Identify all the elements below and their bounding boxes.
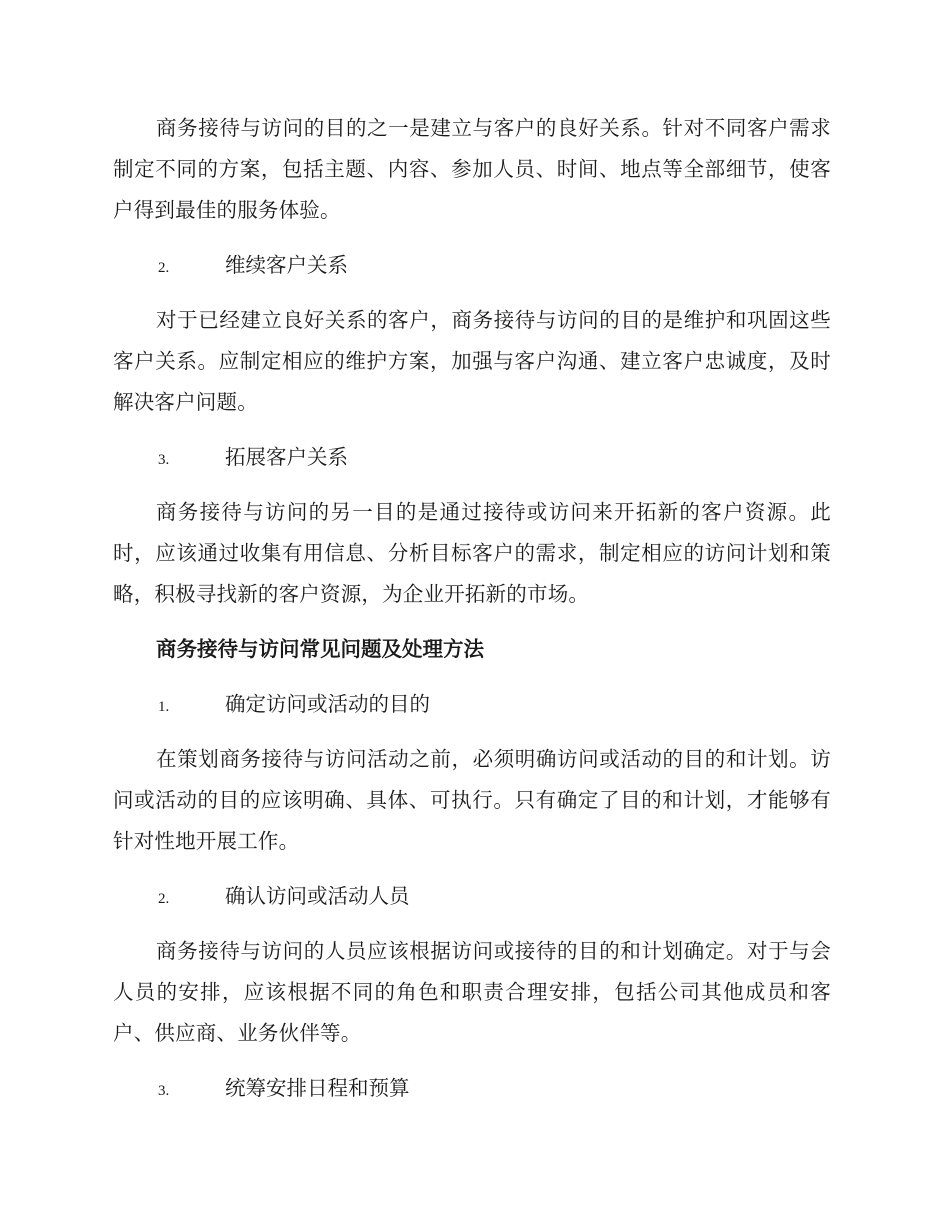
list-number: 3. xyxy=(158,452,170,468)
section-heading: 商务接待与访问常见问题及处理方法 xyxy=(156,637,484,661)
paragraph-maintain-relations: 对于已经建立良好关系的客户，商务接待与访问的目的是维护和巩固这些客户关系。应制定相应的维护方案，加强与客户沟通、建立客户忠诚度，及时解决客户问题。 xyxy=(113,308,831,414)
paragraph-expand-relations: 商务接待与访问的另一目的是通过接待或访问来开拓新的客户资源。此时，应该通过收集有用信息、分析目标客户的需求，制定相应的访问计划和策略，积极寻找新的客户资源，为企业开拓新的市场。 xyxy=(113,500,831,606)
list-item-expand-relations xyxy=(113,437,831,478)
list-item-label: 确认访问或活动人员 xyxy=(225,884,410,908)
list-item-label: 统筹安排日程和预算 xyxy=(225,1076,410,1100)
list-number: 3. xyxy=(158,1083,170,1099)
list-item-label: 拓展客户关系 xyxy=(225,445,348,469)
list-item-label: 确定访问或活动的目的 xyxy=(225,692,430,716)
list-item-maintain-relations xyxy=(113,245,831,286)
list-item-schedule-budget xyxy=(113,1068,831,1109)
list-number: 2. xyxy=(158,260,170,276)
document-page xyxy=(113,108,831,1123)
list-number: 2. xyxy=(158,891,170,907)
list-number: 1. xyxy=(158,699,170,715)
paragraph-define-purpose: 在策划商务接待与访问活动之前，必须明确访问或活动的目的和计划。访问或活动的目的应该明确、具体、可执行。只有确定了目的和计划，才能够有针对性地开展工作。 xyxy=(113,747,831,853)
list-item-confirm-personnel xyxy=(113,876,831,917)
paragraph-confirm-personnel: 商务接待与访问的人员应该根据访问或接待的目的和计划确定。对于与会人员的安排，应该根据不同的角色和职责合理安排，包括公司其他成员和客户、供应商、业务伙伴等。 xyxy=(113,939,831,1045)
list-item-label: 维续客户关系 xyxy=(225,253,348,277)
list-item-define-purpose xyxy=(113,684,831,725)
paragraph-client-relations: 商务接待与访问的目的之一是建立与客户的良好关系。针对不同客户需求制定不同的方案，包括主题、内容、参加人员、时间、地点等全部细节，使客户得到最佳的服务体验。 xyxy=(113,116,831,222)
